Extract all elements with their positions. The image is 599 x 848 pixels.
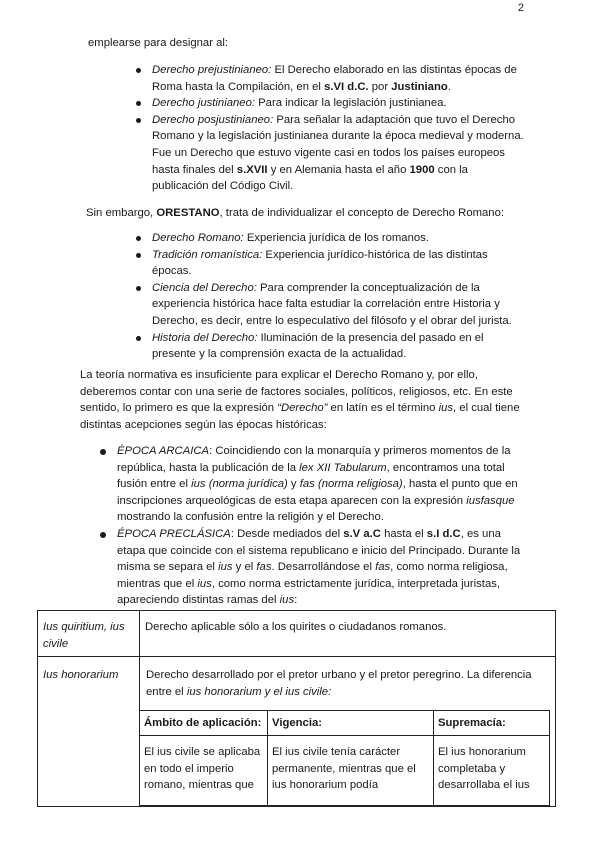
table-cell: El ius civile se aplicaba en todo el imperio romano, mientras que (140, 735, 268, 805)
table-cell: El ius civile tenía carácter permanente, mientras que el ius honorarium podía (268, 735, 434, 805)
text-segment: , como norma estrictamente jurídica, interpretada juristas, apareciendo distintas ramas del (117, 577, 501, 607)
table-cell: El ius honorarium completaba y desarrollaba el ius (434, 735, 550, 805)
list-item-epoca-arcaica (117, 443, 527, 526)
intro-line: emplearse para designar al: (88, 37, 229, 49)
bullet-dot (136, 118, 141, 123)
table-row (140, 735, 550, 805)
table-header-cell: Supremacía: (434, 711, 550, 736)
table-cell: Derecho aplicable sólo a los quirites o ciudadanos romanos. (140, 611, 556, 657)
text-segment: ius (279, 594, 295, 607)
text-segment: . Desarrollándose el (271, 561, 376, 574)
bullet-list-derecho-periods (152, 62, 524, 195)
text-segment: : (294, 594, 298, 607)
text-segment: iusfasque (466, 494, 515, 507)
text-segment: s.V a.C (343, 527, 381, 540)
list-item: Derecho posjustinianeo: Para señalar la adaptación que tuvo el Derecho Romano y la legislación justinianea durante la época medieval y moderna. Fue un Derecho que estuvo vigente casi en todos los países europeos hasta finales del s.XVII y en Alemania hasta el año 1900 con la publicación del Código Civil. (152, 112, 524, 195)
bullet-dot (136, 253, 141, 258)
table-header-cell: Ámbito de aplicación: (140, 711, 268, 736)
text-segment: ÉPOCA ARCAICA (117, 445, 210, 457)
text-segment: ius (norma jurídica) (191, 478, 288, 491)
ius-paragraph: La teoría normativa es insuficiente para explicar el Derecho Romano y, por ello, deberemos contar con una serie de factores sociales, políticos, religiosos, etc. En este sentido, lo primero es que la expresión “Derecho” en latín es el término ius, el cual tiene distintas acepciones según las épocas históricas: (80, 369, 520, 431)
text-segment: y (287, 478, 300, 491)
text-segment: fas (256, 561, 272, 574)
bullet-dot (136, 68, 141, 73)
table-cell (38, 611, 140, 657)
bullet-list-epochs (117, 443, 527, 609)
term-label: Derecho justinianeo: (152, 97, 255, 110)
table-cell: Derecho desarrollado por el pretor urbano y el pretor peregrino. La diferencia entre el ius honorarium y el ius civile: Ámbito de aplicación: Vigencia: Supremacía: El ius civile se aplicaba en todo el imperio romano, mientras que El ius civile tenía carácter permanente, mientras que el ius honorarium podía El ius honorarium completaba y desarrollaba el ius (140, 657, 556, 807)
table-row (38, 657, 556, 807)
text-segment: : Coincidiendo con la monarquía y primeros momentos de la república, hasta la publicación de la (117, 445, 511, 474)
orestano-line: Sin embargo, ORESTANO, trata de individualizar el concepto de Derecho Romano: (86, 207, 504, 219)
list-item-epoca-preclasica (117, 526, 527, 609)
text-segment: mostrando la confusión entre la religión y el Derecho. (117, 511, 384, 524)
page-number: 2 (517, 2, 524, 14)
bullet-dot (100, 449, 106, 455)
row-label: Ius quiritium, ius civile (43, 621, 125, 650)
list-item: Derecho Romano: Experiencia jurídica de los romanos. (152, 230, 524, 247)
row-label: Ius honorarium (43, 669, 119, 682)
bullet-list-orestano (152, 230, 524, 363)
text-segment: fas (375, 561, 391, 574)
list-item: Historia del Derecho: Iluminación de la presencia del pasado en el presente y la comprensión exacta de la actualidad. (152, 330, 524, 363)
table-cell (38, 657, 140, 807)
table-row (38, 611, 556, 657)
text-segment: : Desde mediados del (230, 527, 344, 540)
text-segment: , es una etapa que coincide con el sistema republicano e inicio del Principado. Durante la misma se separa el (117, 527, 521, 574)
bullet-dot (136, 236, 141, 241)
table-row (140, 711, 550, 736)
text-segment: s.I d.C (426, 527, 461, 540)
list-item: Tradición romanística: Experiencia jurídico-histórica de las distintas épocas. (152, 247, 524, 280)
ius-comparison-table (37, 610, 556, 807)
text-segment: , como norma religiosa, mientras que el (117, 561, 508, 590)
list-item: Derecho prejustinianeo: El Derecho elaborado en las distintas épocas de Roma hasta la Compilación, en el s.VI d.C. por Justiniano. (152, 62, 524, 95)
text-segment: ius (218, 561, 233, 574)
text-segment: ius (197, 577, 212, 590)
term-label: Derecho posjustinianeo: (152, 113, 274, 126)
text-segment: fas (norma religiosa) (299, 478, 403, 491)
bullet-dot (136, 286, 141, 291)
text-segment: y el (232, 561, 257, 574)
bullet-dot (136, 336, 141, 341)
list-item: Derecho justinianeo: Para indicar la legislación justinianea. (152, 95, 524, 112)
text-segment: ÉPOCA PRECLÁSICA (117, 527, 231, 540)
inner-comparison-table (139, 710, 550, 806)
text-segment: , encontramos una total fusión entre el (117, 461, 505, 491)
bullet-dot (100, 532, 106, 538)
text-segment: lex XII Tabularum (299, 461, 387, 474)
bullet-dot (136, 101, 141, 106)
text-segment: , hasta el punto que en inscripciones arqueológicas de esta etapa aparecen con la expresión (117, 478, 518, 507)
term-label: Derecho prejustinianeo: (152, 64, 272, 76)
text-segment: hasta el (380, 527, 427, 540)
table-header-cell: Vigencia: (268, 711, 434, 736)
list-item: Ciencia del Derecho: Para comprender la conceptualización de la experiencia histórica hace falta estudiar la correlación entre Historia y Derecho, es decir, entre lo especulativo del filósofo y el obrar del jurista. (152, 280, 524, 330)
